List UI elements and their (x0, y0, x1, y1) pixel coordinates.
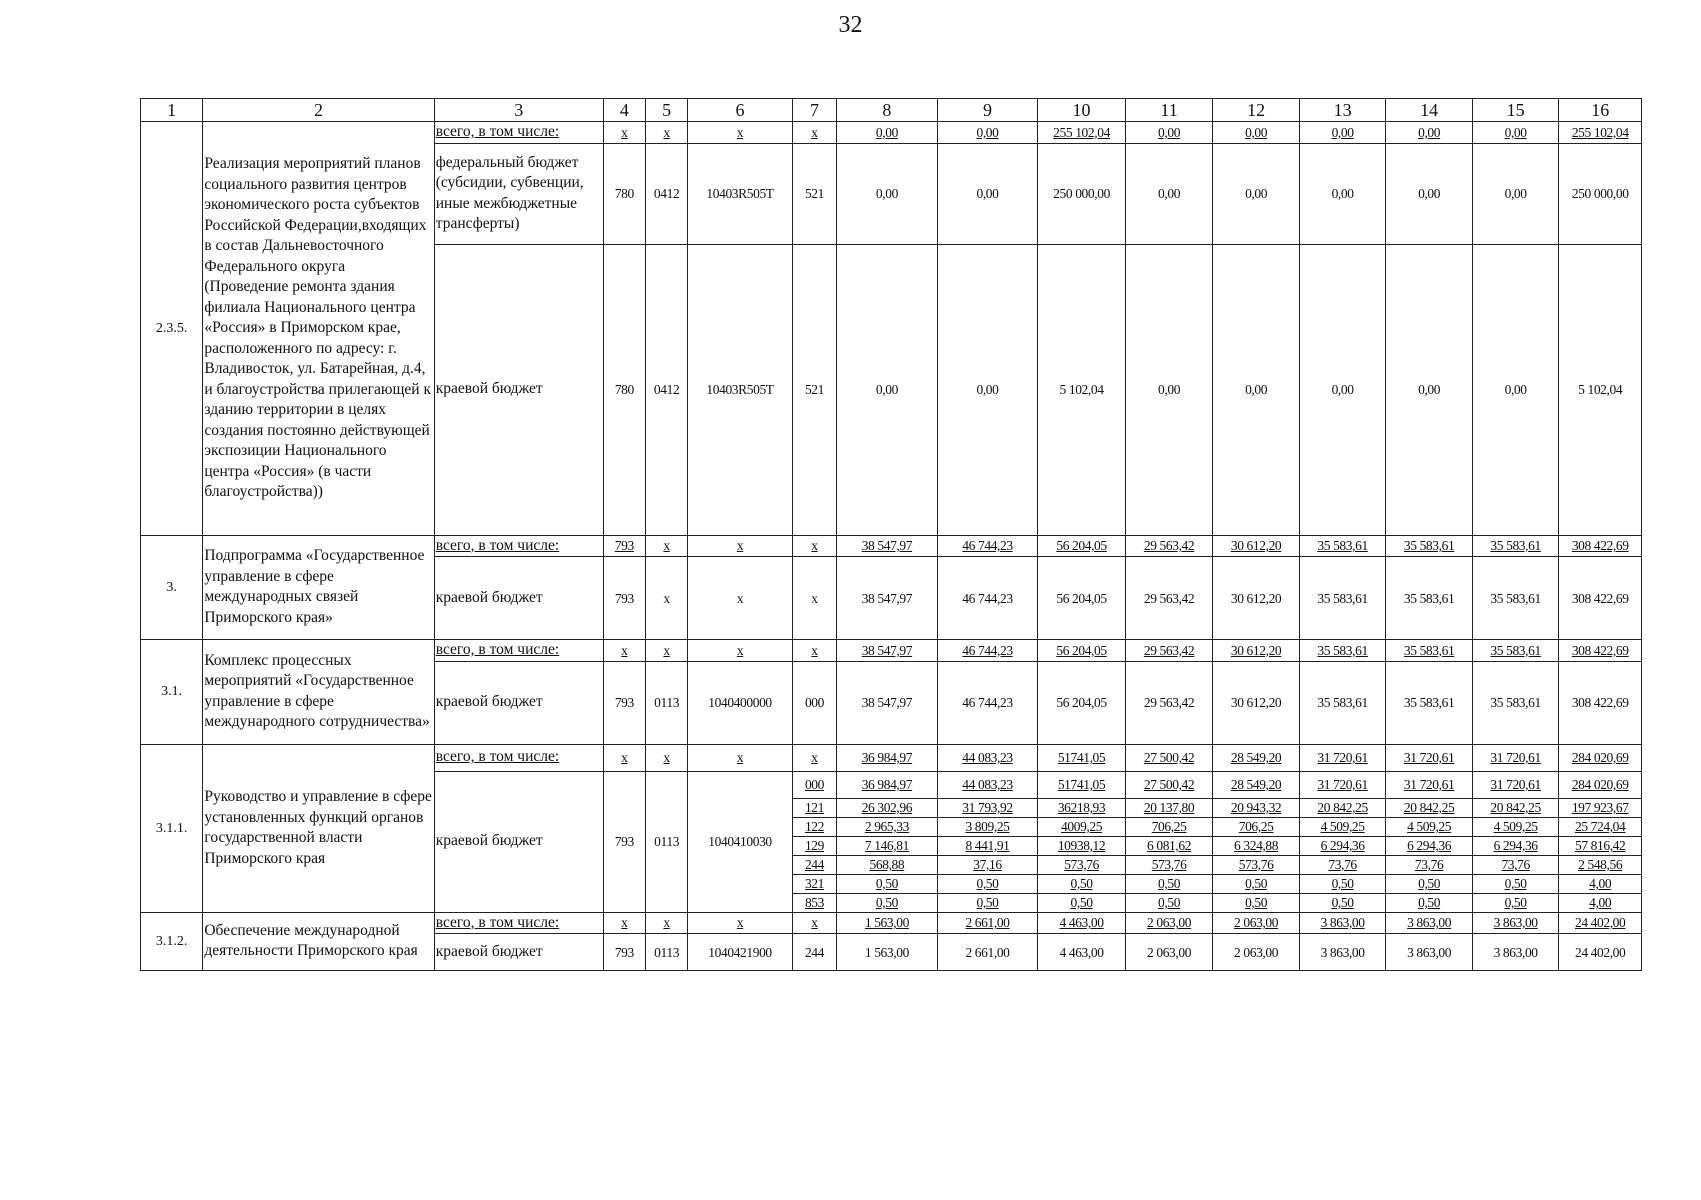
row-index: 2.3.5. (141, 122, 203, 536)
year-value-cell: 51741,05 (1038, 744, 1126, 771)
section-code-cell: х (645, 640, 687, 662)
row-name: Руководство и управление в сфере установленных функций органов государственной власти Приморского края (203, 744, 434, 912)
year-value-cell: 255 102,04 (1559, 122, 1642, 144)
year-value-cell: 31 793,92 (937, 798, 1038, 817)
year-value-cell: 46 744,23 (937, 661, 1038, 744)
year-value-cell: 0,00 (1125, 122, 1213, 144)
year-value-cell: 36 984,97 (837, 744, 938, 771)
year-value-cell: 3 863,00 (1386, 912, 1473, 934)
year-value-cell: 6 081,62 (1125, 836, 1213, 855)
gr-code-cell: 793 (603, 557, 645, 640)
year-value-cell: 46 744,23 (937, 640, 1038, 662)
year-value-cell: 20 842,25 (1299, 798, 1386, 817)
year-value-cell: 35 583,61 (1299, 661, 1386, 744)
section-code-cell: х (645, 122, 687, 144)
year-value-cell: 0,00 (1386, 122, 1473, 144)
expense-type-cell: 000 (792, 661, 836, 744)
year-value-cell: 6 294,36 (1299, 836, 1386, 855)
year-value-cell: 73,76 (1472, 855, 1559, 874)
year-value-cell: 1 563,00 (837, 912, 938, 934)
year-value-cell: 31 720,61 (1472, 744, 1559, 771)
gr-code-cell: 793 (603, 934, 645, 971)
target-code-cell: х (688, 557, 793, 640)
year-value-cell: 568,88 (837, 855, 938, 874)
year-value-cell: 31 720,61 (1386, 744, 1473, 771)
year-value-cell: 308 422,69 (1559, 557, 1642, 640)
expense-type-cell: х (792, 640, 836, 662)
table-row (141, 535, 1642, 557)
expense-type-cell: 853 (792, 893, 836, 912)
year-value-cell: 25 724,04 (1559, 817, 1642, 836)
budget-table (140, 98, 1642, 971)
year-value-cell: 73,76 (1386, 855, 1473, 874)
year-value-cell: 2 661,00 (937, 934, 1038, 971)
column-header: 8 (837, 99, 938, 122)
section-code-cell: 0113 (645, 771, 687, 912)
year-value-cell: 2 063,00 (1125, 912, 1213, 934)
expense-type-cell: х (792, 535, 836, 557)
funding-source: краевой бюджет (434, 934, 603, 971)
year-value-cell: 2 661,00 (937, 912, 1038, 934)
year-value-cell: 0,00 (837, 143, 938, 244)
year-value-cell: 255 102,04 (1038, 122, 1126, 144)
year-value-cell: 35 583,61 (1299, 535, 1386, 557)
gr-code-cell: 793 (603, 661, 645, 744)
section-code-cell: 0412 (645, 244, 687, 535)
year-value-cell: 30 612,20 (1213, 661, 1300, 744)
year-value-cell: 28 549,20 (1213, 771, 1300, 798)
year-value-cell: 57 816,42 (1559, 836, 1642, 855)
target-code-cell: 1040400000 (688, 661, 793, 744)
year-value-cell: 51741,05 (1038, 771, 1126, 798)
expense-type-cell: 244 (792, 934, 836, 971)
year-value-cell: 250 000,00 (1038, 143, 1126, 244)
funding-source: краевой бюджет (434, 661, 603, 744)
year-value-cell: 46 744,23 (937, 535, 1038, 557)
funding-source: краевой бюджет (434, 771, 603, 912)
expense-type-cell: х (792, 744, 836, 771)
column-header: 3 (434, 99, 603, 122)
year-value-cell: 0,50 (1038, 874, 1126, 893)
expense-type-cell: х (792, 122, 836, 144)
year-value-cell: 0,00 (1299, 143, 1386, 244)
year-value-cell: 26 302,96 (837, 798, 938, 817)
year-value-cell: 29 563,42 (1125, 557, 1213, 640)
year-value-cell: 29 563,42 (1125, 535, 1213, 557)
column-header: 16 (1559, 99, 1642, 122)
year-value-cell: 3 863,00 (1299, 912, 1386, 934)
year-value-cell: 31 720,61 (1386, 771, 1473, 798)
row-index: 3.1.1. (141, 744, 203, 912)
gr-code-cell: 793 (603, 535, 645, 557)
row-name: Реализация мероприятий планов социального развития центров экономического роста субъектов Российской Федерации,входящих в состав Дальневосточного Федерального округа (Проведение ремонта здания филиала Национального центра «Россия» в Приморском крае, расположенного по адресу: г. Владивосток, ул. Батарейная, д.4, и благоустройства прилегающей к зданию территории в целях создания постоянно действующей экспозиции Национального центра «Россия» (в части благоустройства)) (203, 122, 434, 536)
expense-type-cell: 521 (792, 143, 836, 244)
target-code-cell: 1040410030 (688, 771, 793, 912)
year-value-cell: 4,00 (1559, 893, 1642, 912)
year-value-cell: 0,00 (1125, 143, 1213, 244)
year-value-cell: 73,76 (1299, 855, 1386, 874)
year-value-cell: 308 422,69 (1559, 640, 1642, 662)
year-value-cell: 35 583,61 (1386, 535, 1473, 557)
year-value-cell: 6 324,88 (1213, 836, 1300, 855)
year-value-cell: 0,50 (1125, 893, 1213, 912)
year-value-cell: 0,50 (937, 874, 1038, 893)
column-header: 10 (1038, 99, 1126, 122)
expense-type-cell: 000 (792, 771, 836, 798)
funding-source: всего, в том числе: (434, 122, 603, 144)
year-value-cell: 0,00 (1299, 122, 1386, 144)
year-value-cell: 30 612,20 (1213, 557, 1300, 640)
column-header-row (141, 99, 1642, 122)
column-header: 5 (645, 99, 687, 122)
year-value-cell: 35 583,61 (1386, 557, 1473, 640)
expense-type-cell: 129 (792, 836, 836, 855)
column-header: 9 (937, 99, 1038, 122)
gr-code-cell: 793 (603, 771, 645, 912)
year-value-cell: 35 583,61 (1472, 661, 1559, 744)
column-header: 4 (603, 99, 645, 122)
year-value-cell: 29 563,42 (1125, 640, 1213, 662)
year-value-cell: 10938,12 (1038, 836, 1126, 855)
expense-type-cell: х (792, 912, 836, 934)
year-value-cell: 56 204,05 (1038, 640, 1126, 662)
column-header: 2 (203, 99, 434, 122)
year-value-cell: 56 204,05 (1038, 661, 1126, 744)
year-value-cell: 6 294,36 (1472, 836, 1559, 855)
year-value-cell: 308 422,69 (1559, 535, 1642, 557)
year-value-cell: 0,00 (1386, 143, 1473, 244)
year-value-cell: 56 204,05 (1038, 535, 1126, 557)
year-value-cell: 3 809,25 (937, 817, 1038, 836)
funding-source: федеральный бюджет (субсидии, субвенции, иные межбюджетные трансферты) (434, 143, 603, 244)
year-value-cell: 6 294,36 (1386, 836, 1473, 855)
year-value-cell: 2 548,56 (1559, 855, 1642, 874)
section-code-cell: 0412 (645, 143, 687, 244)
section-code-cell: х (645, 535, 687, 557)
row-name: Комплекс процессных мероприятий «Государственное управление в сфере международного сотрудничества» (203, 640, 434, 745)
year-value-cell: 36218,93 (1038, 798, 1126, 817)
year-value-cell: 0,00 (1299, 244, 1386, 535)
row-index: 3.1.2. (141, 912, 203, 971)
year-value-cell: 7 146,81 (837, 836, 938, 855)
year-value-cell: 573,76 (1213, 855, 1300, 874)
year-value-cell: 0,00 (837, 244, 938, 535)
year-value-cell: 4 463,00 (1038, 934, 1126, 971)
year-value-cell: 0,00 (937, 244, 1038, 535)
year-value-cell: 0,00 (837, 122, 938, 144)
year-value-cell: 29 563,42 (1125, 661, 1213, 744)
year-value-cell: 20 842,25 (1386, 798, 1473, 817)
gr-code-cell: 780 (603, 244, 645, 535)
funding-source: всего, в том числе: (434, 640, 603, 662)
target-code-cell: х (688, 744, 793, 771)
table-row (141, 640, 1642, 662)
year-value-cell: 0,00 (937, 122, 1038, 144)
year-value-cell: 44 083,23 (937, 771, 1038, 798)
year-value-cell: 35 583,61 (1472, 557, 1559, 640)
target-code-cell: х (688, 535, 793, 557)
year-value-cell: 35 583,61 (1386, 661, 1473, 744)
year-value-cell: 284 020,69 (1559, 744, 1642, 771)
year-value-cell: 0,50 (1299, 893, 1386, 912)
year-value-cell: 0,50 (1125, 874, 1213, 893)
year-value-cell: 4 509,25 (1472, 817, 1559, 836)
year-value-cell: 56 204,05 (1038, 557, 1126, 640)
year-value-cell: 1 563,00 (837, 934, 938, 971)
expense-type-cell: х (792, 557, 836, 640)
table-row (141, 122, 1642, 144)
year-value-cell: 4 509,25 (1386, 817, 1473, 836)
year-value-cell: 37,16 (937, 855, 1038, 874)
gr-code-cell: х (603, 640, 645, 662)
column-header: 7 (792, 99, 836, 122)
year-value-cell: 0,00 (1472, 244, 1559, 535)
gr-code-cell: х (603, 912, 645, 934)
year-value-cell: 0,50 (837, 874, 938, 893)
year-value-cell: 4 509,25 (1299, 817, 1386, 836)
year-value-cell: 24 402,00 (1559, 934, 1642, 971)
target-code-cell: 1040421900 (688, 934, 793, 971)
row-index: 3. (141, 535, 203, 640)
year-value-cell: 30 612,20 (1213, 640, 1300, 662)
year-value-cell: 573,76 (1125, 855, 1213, 874)
year-value-cell: 573,76 (1038, 855, 1126, 874)
year-value-cell: 0,50 (1386, 874, 1473, 893)
year-value-cell: 0,00 (937, 143, 1038, 244)
section-code-cell: 0113 (645, 934, 687, 971)
section-code-cell: х (645, 912, 687, 934)
target-code-cell: х (688, 912, 793, 934)
year-value-cell: 706,25 (1213, 817, 1300, 836)
year-value-cell: 4,00 (1559, 874, 1642, 893)
expense-type-cell: 121 (792, 798, 836, 817)
year-value-cell: 0,00 (1213, 244, 1300, 535)
year-value-cell: 3 863,00 (1299, 934, 1386, 971)
column-header: 14 (1386, 99, 1473, 122)
year-value-cell: 0,50 (937, 893, 1038, 912)
column-header: 15 (1472, 99, 1559, 122)
year-value-cell: 308 422,69 (1559, 661, 1642, 744)
expense-type-cell: 122 (792, 817, 836, 836)
funding-source: всего, в том числе: (434, 912, 603, 934)
year-value-cell: 2 063,00 (1213, 934, 1300, 971)
year-value-cell: 8 441,91 (937, 836, 1038, 855)
gr-code-cell: х (603, 744, 645, 771)
year-value-cell: 5 102,04 (1038, 244, 1126, 535)
target-code-cell: 10403R505T (688, 244, 793, 535)
year-value-cell: 2 965,33 (837, 817, 938, 836)
year-value-cell: 35 583,61 (1299, 640, 1386, 662)
year-value-cell: 0,50 (1472, 874, 1559, 893)
section-code-cell: х (645, 744, 687, 771)
year-value-cell: 0,50 (1299, 874, 1386, 893)
year-value-cell: 2 063,00 (1125, 934, 1213, 971)
year-value-cell: 38 547,97 (837, 557, 938, 640)
table-row (141, 912, 1642, 934)
year-value-cell: 27 500,42 (1125, 771, 1213, 798)
year-value-cell: 4009,25 (1038, 817, 1126, 836)
year-value-cell: 0,00 (1213, 143, 1300, 244)
year-value-cell: 44 083,23 (937, 744, 1038, 771)
year-value-cell: 0,50 (1213, 874, 1300, 893)
year-value-cell: 0,50 (1038, 893, 1126, 912)
year-value-cell: 250 000,00 (1559, 143, 1642, 244)
year-value-cell: 38 547,97 (837, 640, 938, 662)
gr-code-cell: х (603, 122, 645, 144)
page-number: 32 (838, 12, 863, 38)
year-value-cell: 35 583,61 (1386, 640, 1473, 662)
year-value-cell: 20 137,80 (1125, 798, 1213, 817)
year-value-cell: 284 020,69 (1559, 771, 1642, 798)
year-value-cell: 20 842,25 (1472, 798, 1559, 817)
expense-type-cell: 521 (792, 244, 836, 535)
expense-type-cell: 321 (792, 874, 836, 893)
year-value-cell: 38 547,97 (837, 535, 938, 557)
year-value-cell: 0,00 (1213, 122, 1300, 144)
year-value-cell: 0,50 (1386, 893, 1473, 912)
funding-source: краевой бюджет (434, 557, 603, 640)
expense-type-cell: 244 (792, 855, 836, 874)
funding-source: всего, в том числе: (434, 535, 603, 557)
year-value-cell: 5 102,04 (1559, 244, 1642, 535)
column-header: 13 (1299, 99, 1386, 122)
year-value-cell: 0,00 (1386, 244, 1473, 535)
gr-code-cell: 780 (603, 143, 645, 244)
year-value-cell: 36 984,97 (837, 771, 938, 798)
year-value-cell: 197 923,67 (1559, 798, 1642, 817)
year-value-cell: 35 583,61 (1472, 535, 1559, 557)
year-value-cell: 3 863,00 (1472, 912, 1559, 934)
target-code-cell: х (688, 640, 793, 662)
year-value-cell: 0,00 (1472, 143, 1559, 244)
year-value-cell: 31 720,61 (1472, 771, 1559, 798)
year-value-cell: 4 463,00 (1038, 912, 1126, 934)
year-value-cell: 0,00 (1472, 122, 1559, 144)
year-value-cell: 28 549,20 (1213, 744, 1300, 771)
year-value-cell: 38 547,97 (837, 661, 938, 744)
year-value-cell: 2 063,00 (1213, 912, 1300, 934)
row-name: Подпрограмма «Государственное управление в сфере международных связей Приморского края» (203, 535, 434, 640)
year-value-cell: 31 720,61 (1299, 744, 1386, 771)
column-header: 1 (141, 99, 203, 122)
column-header: 12 (1213, 99, 1300, 122)
row-index: 3.1. (141, 640, 203, 745)
column-header: 6 (688, 99, 793, 122)
year-value-cell: 20 943,32 (1213, 798, 1300, 817)
target-code-cell: х (688, 122, 793, 144)
section-code-cell: х (645, 557, 687, 640)
year-value-cell: 0,50 (1472, 893, 1559, 912)
funding-source: краевой бюджет (434, 244, 603, 535)
year-value-cell: 35 583,61 (1299, 557, 1386, 640)
target-code-cell: 10403R505T (688, 143, 793, 244)
year-value-cell: 30 612,20 (1213, 535, 1300, 557)
section-code-cell: 0113 (645, 661, 687, 744)
year-value-cell: 35 583,61 (1472, 640, 1559, 662)
year-value-cell: 706,25 (1125, 817, 1213, 836)
year-value-cell: 46 744,23 (937, 557, 1038, 640)
year-value-cell: 31 720,61 (1299, 771, 1386, 798)
table-row (141, 744, 1642, 771)
column-header: 11 (1125, 99, 1213, 122)
year-value-cell: 0,00 (1125, 244, 1213, 535)
year-value-cell: 27 500,42 (1125, 744, 1213, 771)
funding-source: всего, в том числе: (434, 744, 603, 771)
year-value-cell: 0,50 (1213, 893, 1300, 912)
year-value-cell: 0,50 (837, 893, 938, 912)
year-value-cell: 3 863,00 (1472, 934, 1559, 971)
year-value-cell: 3 863,00 (1386, 934, 1473, 971)
row-name: Обеспечение международной деятельности Приморского края (203, 912, 434, 971)
year-value-cell: 24 402,00 (1559, 912, 1642, 934)
